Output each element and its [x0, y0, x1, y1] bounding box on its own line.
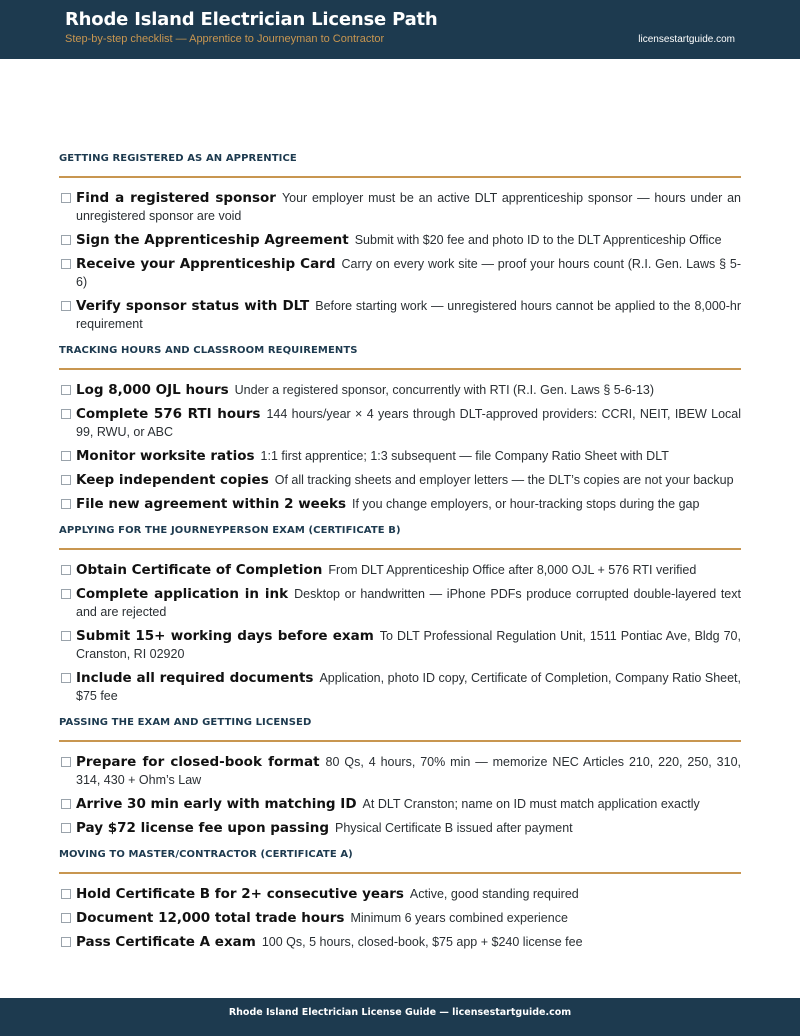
checklist-item: [59, 933, 741, 951]
checklist-section: [59, 714, 741, 837]
item-label: Prepare for closed-book format: [76, 754, 320, 770]
item-description: From DLT Apprenticeship Office after 8,000 OJL + 576 RTI verified: [328, 563, 697, 577]
checklist-item: [59, 255, 741, 291]
item-label: Submit 15+ working days before exam: [76, 628, 374, 644]
checklist-item: [59, 471, 741, 489]
checkbox[interactable]: [61, 301, 71, 311]
item-label: Find a registered sponsor: [76, 190, 276, 206]
item-description: Application, photo ID copy, Certificate of Completion, Company Ratio Sheet, $75 fee: [76, 671, 741, 703]
item-description: To DLT Professional Regulation Unit, 1511 Pontiac Ave, Bldg 70, Cranston, RI 02920: [76, 629, 741, 661]
section-heading: MOVING TO MASTER/CONTRACTOR (CERTIFICATE A): [59, 846, 741, 874]
item-description: 80 Qs, 4 hours, 70% min — memorize NEC Articles 210, 220, 250, 310, 314, 430 + Ohm’s Law: [76, 755, 741, 787]
item-description: 1:1 first apprentice; 1:3 subsequent — file Company Ratio Sheet with DLT: [260, 449, 669, 463]
page-title: Rhode Island Electrician License Path: [65, 9, 438, 30]
checklist-section: [59, 150, 741, 333]
item-label: Monitor worksite ratios: [76, 448, 255, 464]
item-description: 144 hours/year × 4 years through DLT-approved providers: CCRI, NEIT, IBEW Local 99, RWU, or ABC: [76, 407, 741, 439]
item-description: If you change employers, or hour-tracking stops during the gap: [352, 497, 700, 511]
checklist-item: [59, 627, 741, 663]
checklist-item: [59, 297, 741, 333]
checkbox[interactable]: [61, 475, 71, 485]
checkbox[interactable]: [61, 889, 71, 899]
checkbox[interactable]: [61, 385, 71, 395]
item-label: Include all required documents: [76, 670, 314, 686]
item-description: Desktop or handwritten — iPhone PDFs produce corrupted double-layered text and are rejected: [76, 587, 741, 619]
page-footer: [0, 998, 800, 1036]
item-label: Complete 576 RTI hours: [76, 406, 261, 422]
checklist-section: [59, 522, 741, 705]
section-heading: GETTING REGISTERED AS AN APPRENTICE: [59, 150, 741, 178]
checklist-item: [59, 819, 741, 837]
item-description: Physical Certificate B issued after payment: [335, 821, 573, 835]
footer-text: Rhode Island Electrician License Guide — licensestartguide.com: [228, 1007, 572, 1018]
checklist-item: [59, 189, 741, 225]
item-label: Sign the Apprenticeship Agreement: [76, 232, 349, 248]
checklist-item: [59, 405, 741, 441]
checklist-item: [59, 561, 741, 579]
checklist-section: [59, 342, 741, 513]
checkbox[interactable]: [61, 937, 71, 947]
header-site-link[interactable]: licensestartguide.com: [638, 34, 735, 45]
checklist-item: [59, 885, 741, 903]
item-label: Log 8,000 OJL hours: [76, 382, 229, 398]
checkbox[interactable]: [61, 823, 71, 833]
item-label: Obtain Certificate of Completion: [76, 562, 323, 578]
checklist-item: [59, 495, 741, 513]
item-label: Receive your Apprenticeship Card: [76, 256, 336, 272]
checklist-item: [59, 909, 741, 927]
item-description: Your employer must be an active DLT apprenticeship sponsor — hours under an unregistered sponsor are void: [76, 191, 741, 223]
checklist-item: [59, 585, 741, 621]
checkbox[interactable]: [61, 451, 71, 461]
checkbox[interactable]: [61, 499, 71, 509]
checklist-item: [59, 669, 741, 705]
checklist-item: [59, 231, 741, 249]
page-subtitle: Step-by-step checklist — Apprentice to Journeyman to Contractor: [65, 33, 385, 45]
item-description: Submit with $20 fee and photo ID to the DLT Apprenticeship Office: [354, 233, 722, 247]
item-label: Keep independent copies: [76, 472, 269, 488]
item-label: File new agreement within 2 weeks: [76, 496, 346, 512]
checklist-item: [59, 447, 741, 465]
checkbox[interactable]: [61, 799, 71, 809]
item-description: Minimum 6 years combined experience: [350, 911, 568, 925]
checkbox[interactable]: [61, 409, 71, 419]
page-header: [0, 0, 800, 59]
checkbox[interactable]: [61, 193, 71, 203]
section-heading: APPLYING FOR THE JOURNEYPERSON EXAM (CERTIFICATE B): [59, 522, 741, 550]
checklist-item: [59, 795, 741, 813]
checkbox[interactable]: [61, 673, 71, 683]
checkbox[interactable]: [61, 589, 71, 599]
item-description: Carry on every work site — proof your hours count (R.I. Gen. Laws § 5-6): [76, 257, 741, 289]
checklist-content: [59, 150, 741, 957]
checklist-section: [59, 846, 741, 951]
checkbox[interactable]: [61, 259, 71, 269]
checkbox[interactable]: [61, 631, 71, 641]
item-label: Complete application in ink: [76, 586, 289, 602]
item-label: Hold Certificate B for 2+ consecutive years: [76, 886, 404, 902]
item-description: Active, good standing required: [409, 887, 579, 901]
checkbox[interactable]: [61, 565, 71, 575]
checkbox[interactable]: [61, 235, 71, 245]
item-description: 100 Qs, 5 hours, closed-book, $75 app + $240 license fee: [261, 935, 583, 949]
item-label: Verify sponsor status with DLT: [76, 298, 310, 314]
checkbox[interactable]: [61, 757, 71, 767]
item-description: Of all tracking sheets and employer letters — the DLT’s copies are not your backup: [274, 473, 734, 487]
item-description: At DLT Cranston; name on ID must match application exactly: [362, 797, 700, 811]
item-label: Document 12,000 total trade hours: [76, 910, 345, 926]
section-heading: TRACKING HOURS AND CLASSROOM REQUIREMENTS: [59, 342, 741, 370]
item-description: Before starting work — unregistered hours cannot be applied to the 8,000-hr requirement: [76, 299, 741, 331]
checklist-item: [59, 753, 741, 789]
section-heading: PASSING THE EXAM AND GETTING LICENSED: [59, 714, 741, 742]
item-label: Pay $72 license fee upon passing: [76, 820, 330, 836]
item-description: Under a registered sponsor, concurrently with RTI (R.I. Gen. Laws § 5-6-13): [234, 383, 655, 397]
checklist-item: [59, 381, 741, 399]
item-label: Arrive 30 min early with matching ID: [76, 796, 357, 812]
checkbox[interactable]: [61, 913, 71, 923]
item-label: Pass Certificate A exam: [76, 934, 256, 950]
